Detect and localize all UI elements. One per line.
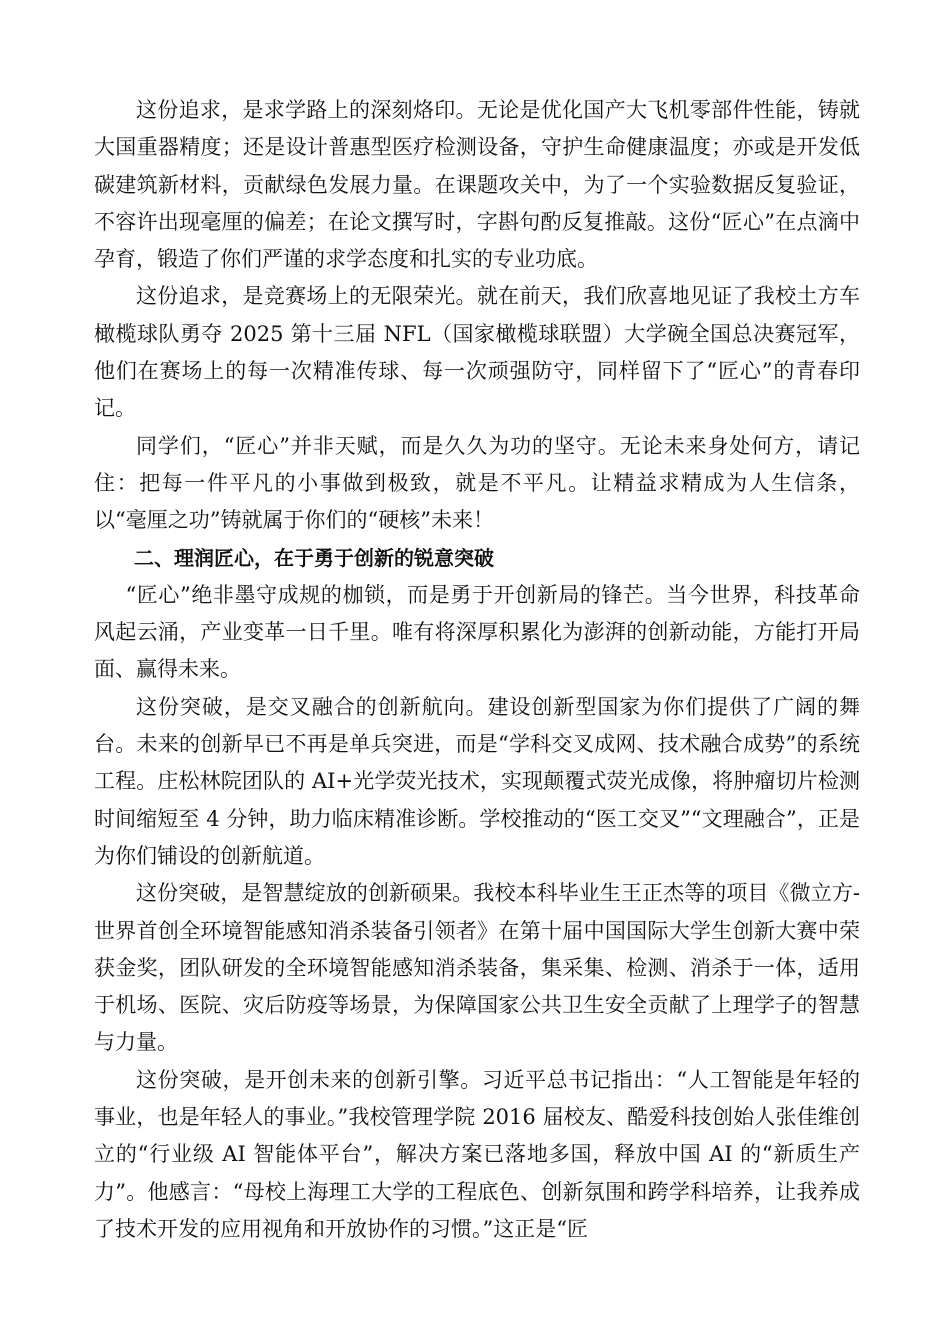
- section-heading: 二、理润匠心，在于勇于创新的锐意突破: [134, 545, 494, 570]
- paragraph-breakthrough-engine: 这份突破，是开创未来的创新引擎。习近平总书记指出：“人工智能是年轻的事业，也是年轻人的事业。”我校管理学院 2016 届校友、酷爱科技创始人张佳维创立的“行业级 AI 智能体平台”，解决方案已落地多国，释放中国 AI 的“新质生产力”。他感言：“母校上海理工大学的工程底色、创新氛围和跨学科培养，让我养成了技术开发的应用视角和开放协作的习惯。”这正是“匠: [94, 1067, 860, 1241]
- paragraph-breakthrough-interdisciplinary: 这份突破，是交叉融合的创新航向。建设创新型国家为你们提供了广阔的舞台。未来的创新早已不再是单兵突进，而是“学科交叉成网、技术融合成势”的系统工程。庄松林院团队的 AI+光学荧光技术，实现颠覆式荧光成像，将肿瘤切片检测时间缩短至 4 分钟，助力临床精准诊断。学校推动的“医工交叉”“文理融合”，正是为你们铺设的创新航道。: [94, 694, 860, 868]
- document-page: [94, 92, 860, 1248]
- paragraph-pursuit-study: 这份追求，是求学路上的深刻烙印。无论是优化国产大飞机零部件性能，铸就大国重器精度；还是设计普惠型医疗检测设备，守护生命健康温度；亦或是开发低碳建筑新材料，贡献绿色发展力量。在课题攻关中，为了一个实验数据反复验证，不容许出现毫厘的偏差；在论文撰写时，字斟句酌反复推敲。这份“匠心”在点滴中孕育，锻造了你们严谨的求学态度和扎实的专业功底。: [94, 98, 860, 272]
- paragraph-students-craftsmanship: 同学们，“匠心”并非天赋，而是久久为功的坚守。无论未来身处何方，请记住：把每一件平凡的小事做到极致，就是不平凡。让精益求精成为人生信条，以“毫厘之功”铸就属于你们的“硬核”未来！: [94, 433, 860, 533]
- paragraph-breakthrough-achievement: 这份突破，是智慧绽放的创新硕果。我校本科毕业生王正杰等的项目《微立方-世界首创全环境智能感知消杀装备引领者》在第十届中国国际大学生创新大赛中荣获金奖，团队研发的全环境智能感知消杀装备，集采集、检测、消杀于一体，适用于机场、医院、灾后防疫等场景，为保障国家公共卫生安全贡献了上理学子的智慧与力量。: [94, 881, 860, 1055]
- paragraph-pursuit-competition: 这份追求，是竞赛场上的无限荣光。就在前天，我们欣喜地见证了我校土方车橄榄球队勇夺 2025 第十三届 NFL（国家橄榄球联盟）大学碗全国总决赛冠军，他们在赛场上的每一次精准传球、每一次顽强防守，同样留下了“匠心”的青春印记。: [94, 284, 860, 421]
- paragraph-innovation-intro: “匠心”绝非墨守成规的枷锁，而是勇于开创新局的锋芒。当今世界，科技革命风起云涌，产业变革一日千里。唯有将深厚积累化为澎湃的创新动能，方能打开局面、赢得未来。: [94, 582, 860, 682]
